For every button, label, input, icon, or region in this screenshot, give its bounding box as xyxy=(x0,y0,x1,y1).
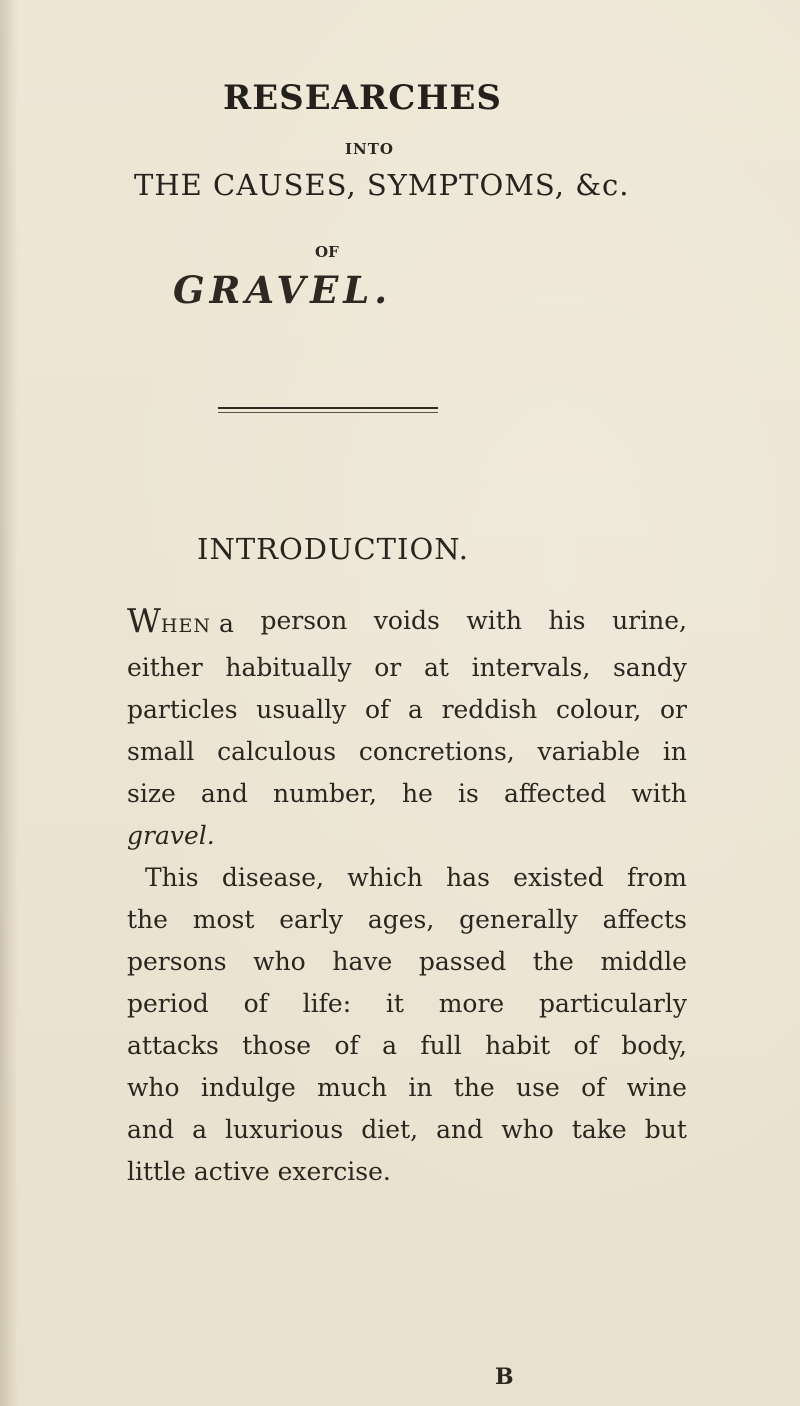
word: diet, xyxy=(361,1115,419,1144)
p2-line-7 xyxy=(127,1109,687,1151)
word: who xyxy=(253,947,306,976)
word: affected xyxy=(503,779,607,808)
word: body, xyxy=(621,1031,687,1060)
p2-line-5 xyxy=(127,1025,687,1067)
word: has xyxy=(446,863,490,892)
word: usually xyxy=(256,695,347,724)
word: from xyxy=(627,863,687,892)
word: which xyxy=(347,863,423,892)
word: urine, xyxy=(612,606,687,635)
word: gravel. xyxy=(127,821,215,850)
p2-line-6 xyxy=(127,1067,687,1109)
word: a xyxy=(407,695,423,724)
word: reddish xyxy=(441,695,538,724)
word: in xyxy=(662,737,687,766)
word: existed xyxy=(513,863,604,892)
word: disease, xyxy=(221,863,324,892)
p1-line-3 xyxy=(127,689,687,731)
word: number, xyxy=(273,779,377,808)
page-edge-shadow xyxy=(0,0,18,1406)
word: wine xyxy=(626,1073,687,1102)
word: calculous xyxy=(217,737,337,766)
word: indulge xyxy=(200,1073,296,1102)
title-main: RESEARCHES xyxy=(223,78,502,118)
word: of xyxy=(581,1073,606,1102)
word: affects xyxy=(602,905,687,934)
p2-line-4 xyxy=(127,983,687,1025)
title-topic: GRAVEL. xyxy=(173,268,393,312)
word: full xyxy=(420,1031,462,1060)
word: is xyxy=(458,779,479,808)
word: particles xyxy=(127,695,238,724)
word: period xyxy=(127,989,209,1018)
word: size xyxy=(127,779,176,808)
word: person xyxy=(260,606,348,635)
word: or xyxy=(659,695,687,724)
word: middle xyxy=(600,947,687,976)
section-heading: INTRODUCTION. xyxy=(197,532,469,566)
word: generally xyxy=(459,905,578,934)
word: a xyxy=(382,1031,398,1060)
p2-line-1 xyxy=(127,857,687,899)
word: and xyxy=(436,1115,484,1144)
word: variable xyxy=(537,737,641,766)
word: more xyxy=(438,989,505,1018)
word: intervals, xyxy=(471,653,591,682)
word: it xyxy=(385,989,404,1018)
word: much xyxy=(317,1073,388,1102)
p1-line-6 xyxy=(127,815,687,857)
word: but xyxy=(644,1115,687,1144)
word: attacks xyxy=(127,1031,219,1060)
word: in xyxy=(408,1073,433,1102)
word: passed xyxy=(418,947,507,976)
word: take xyxy=(571,1115,627,1144)
title-divider-thin xyxy=(218,412,438,413)
word: the xyxy=(532,947,574,976)
word: concretions, xyxy=(358,737,515,766)
word: luxurious xyxy=(225,1115,344,1144)
word: little active exercise. xyxy=(127,1157,391,1186)
word: those xyxy=(242,1031,312,1060)
word: or xyxy=(374,653,402,682)
word: persons xyxy=(127,947,227,976)
word: the xyxy=(453,1073,495,1102)
word: have xyxy=(332,947,393,976)
word: most xyxy=(192,905,255,934)
word: of xyxy=(364,695,390,724)
word: This xyxy=(145,863,199,892)
p1-line-2 xyxy=(127,647,687,689)
word: colour, xyxy=(555,695,642,724)
p2-line-8 xyxy=(127,1151,687,1193)
word: ages, xyxy=(367,905,435,934)
word: voids xyxy=(373,606,440,635)
word: who xyxy=(127,1073,180,1102)
p1-line-1-start xyxy=(127,600,234,647)
word: of xyxy=(573,1031,598,1060)
word: the xyxy=(127,905,168,934)
word: sandy xyxy=(612,653,687,682)
word: early xyxy=(279,905,343,934)
word: of xyxy=(243,989,268,1018)
word: habit xyxy=(485,1031,551,1060)
word: with xyxy=(466,606,522,635)
p1-line-1 xyxy=(127,600,687,647)
word: a xyxy=(192,1115,207,1144)
word: at xyxy=(423,653,449,682)
word: life: xyxy=(302,989,352,1018)
title-into: INTO xyxy=(345,140,394,158)
body-text xyxy=(127,600,687,1193)
word: particularly xyxy=(538,989,687,1018)
word: of xyxy=(334,1031,359,1060)
p2-line-3 xyxy=(127,941,687,983)
word: habitually xyxy=(225,653,352,682)
word: his xyxy=(548,606,586,635)
small-caps: HEN xyxy=(160,615,211,637)
title-of: OF xyxy=(315,243,339,261)
word: and xyxy=(200,779,248,808)
p1-line-5 xyxy=(127,773,687,815)
p2-line-2 xyxy=(127,899,687,941)
word: either xyxy=(127,653,203,682)
word: and xyxy=(127,1115,175,1144)
title-divider-thick xyxy=(218,407,438,409)
word: use xyxy=(516,1073,560,1102)
p1-line-4 xyxy=(127,731,687,773)
signature-mark: B xyxy=(495,1364,514,1390)
word: a xyxy=(211,609,234,638)
word: with xyxy=(631,779,687,808)
title-subtitle: THE CAUSES, SYMPTOMS, &c. xyxy=(134,168,630,202)
word: small xyxy=(127,737,195,766)
word: he xyxy=(402,779,433,808)
drop-cap: W xyxy=(127,601,161,640)
word: who xyxy=(501,1115,554,1144)
